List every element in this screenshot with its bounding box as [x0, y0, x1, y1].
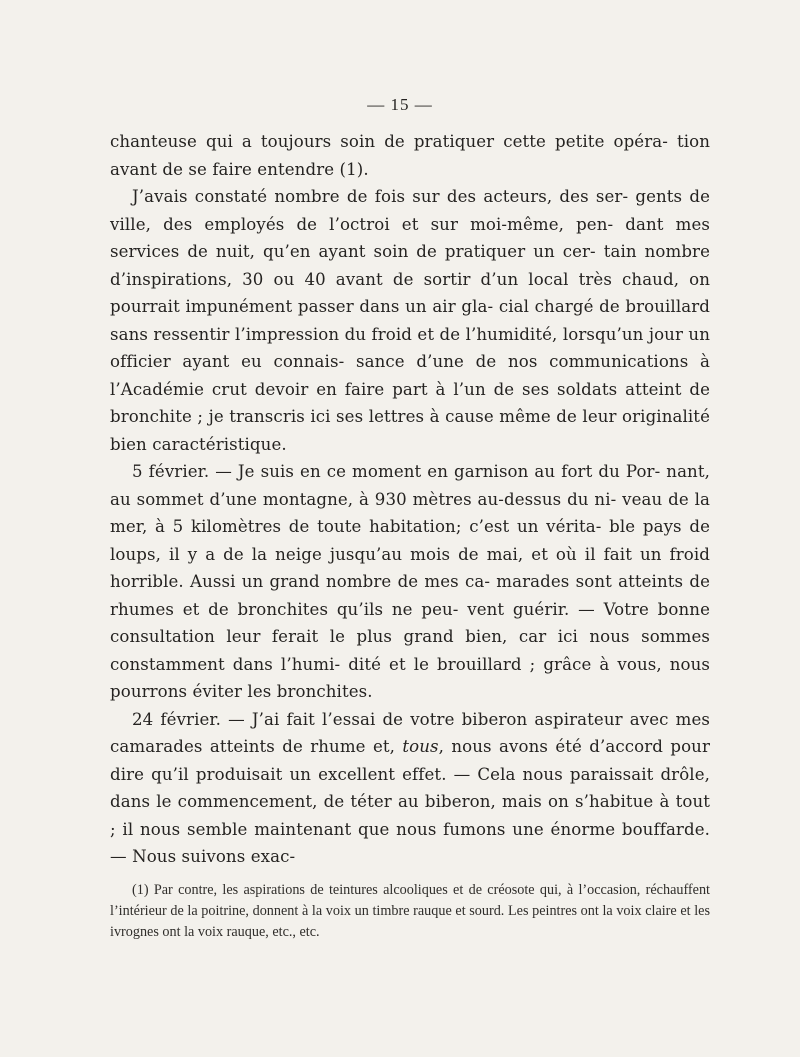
page-number: — 15 — — [367, 95, 433, 114]
body-text — [110, 128, 710, 957]
paragraph-text-before-emphasis: 24 février. — J’ai fait l’essai de votre biberon aspirateur avec mes camarades atteints de rhume et, — [110, 709, 710, 756]
paragraph-letter-february-24 — [110, 706, 710, 871]
paragraph-observation: J’avais constaté nombre de fois sur des acteurs, des ser- gents de ville, des employés de l’octroi et sur moi-même, pen- dant mes services de nuit, qu’en ayant soin de pratiquer un cer- tain nombre d’inspirations, 30 ou 40 avant de sortir d’un local très chaud, on pourrait impunément passer dans un air gla- cial chargé de brouillard sans ressentir l’impression du froid et de l’humidité, lorsqu’un jour un officier ayant eu connais- sance d’une de nos communications à l’Académie crut devoir en faire part à l’un de ses soldats atteint de bronchite ; je transcris ici ses lettres à cause même de leur originalité bien caractéristique. — [110, 187, 710, 454]
paragraph-continuation: chanteuse qui a toujours soin de pratiquer cette petite opéra- tion avant de se faire entendre (1). — [110, 132, 710, 179]
footnote: (1) Par contre, les aspirations de teintures alcooliques et de créosote qui, à l’occasion, réchauffent l’intérieur de la poitrine, donnent à la voix un timbre rauque et sourd. Les peintres ont la voix claire et les ivrognes ont la voix rauque, etc., etc. — [110, 881, 710, 940]
emphasized-word: tous — [402, 737, 439, 756]
paragraph-letter-february-5: 5 février. — Je suis en ce moment en garnison au fort du Por- nant, au sommet d’une montagne, à 930 mètres au-dessus du ni- veau de la mer, à 5 kilomètres de toute habitation; c’est un vérita- ble pays de loups, il y a de la neige jusqu’au mois de mai, et où il fait un froid horrible. Aussi un grand nombre de mes ca- marades sont atteints de rhumes et de bronchites qu’ils ne peu- vent guérir. — Votre bonne consultation leur ferait le plus grand bien, car ici nous sommes constamment dans l’humi- dité et le brouillard ; grâce à vous, nous pourrons éviter les bronchites. — [110, 462, 710, 701]
paragraph-text-after-emphasis: , nous avons été d’accord pour dire qu’il produisait un excellent effet. — Cela nous paraissait drôle, dans le commencement, de téter au biberon, mais on s’habitue à tout ; il nous semble maintenant que nous fumons une énorme bouffarde. — Nous suivons exac- — [110, 737, 710, 866]
